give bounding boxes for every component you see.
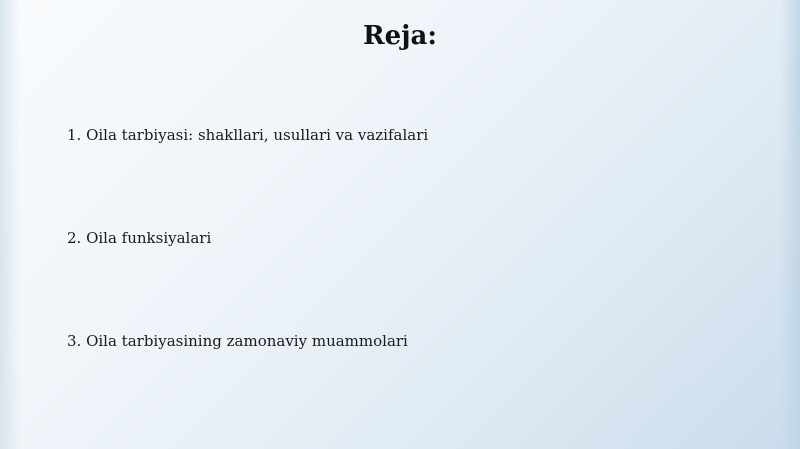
slide-title: Reja: — [362, 21, 437, 51]
plan-item-3: 3. Oila tarbiyasining zamonaviy muammolari — [67, 332, 408, 350]
slide — [20, 0, 780, 449]
plan-item-2: 2. Oila funksiyalari — [67, 229, 212, 247]
slide-right-edge — [780, 0, 800, 449]
slide-left-edge — [0, 0, 20, 449]
plan-item-1: 1. Oila tarbiyasi: shakllari, usullari va vazifalari — [67, 126, 429, 144]
